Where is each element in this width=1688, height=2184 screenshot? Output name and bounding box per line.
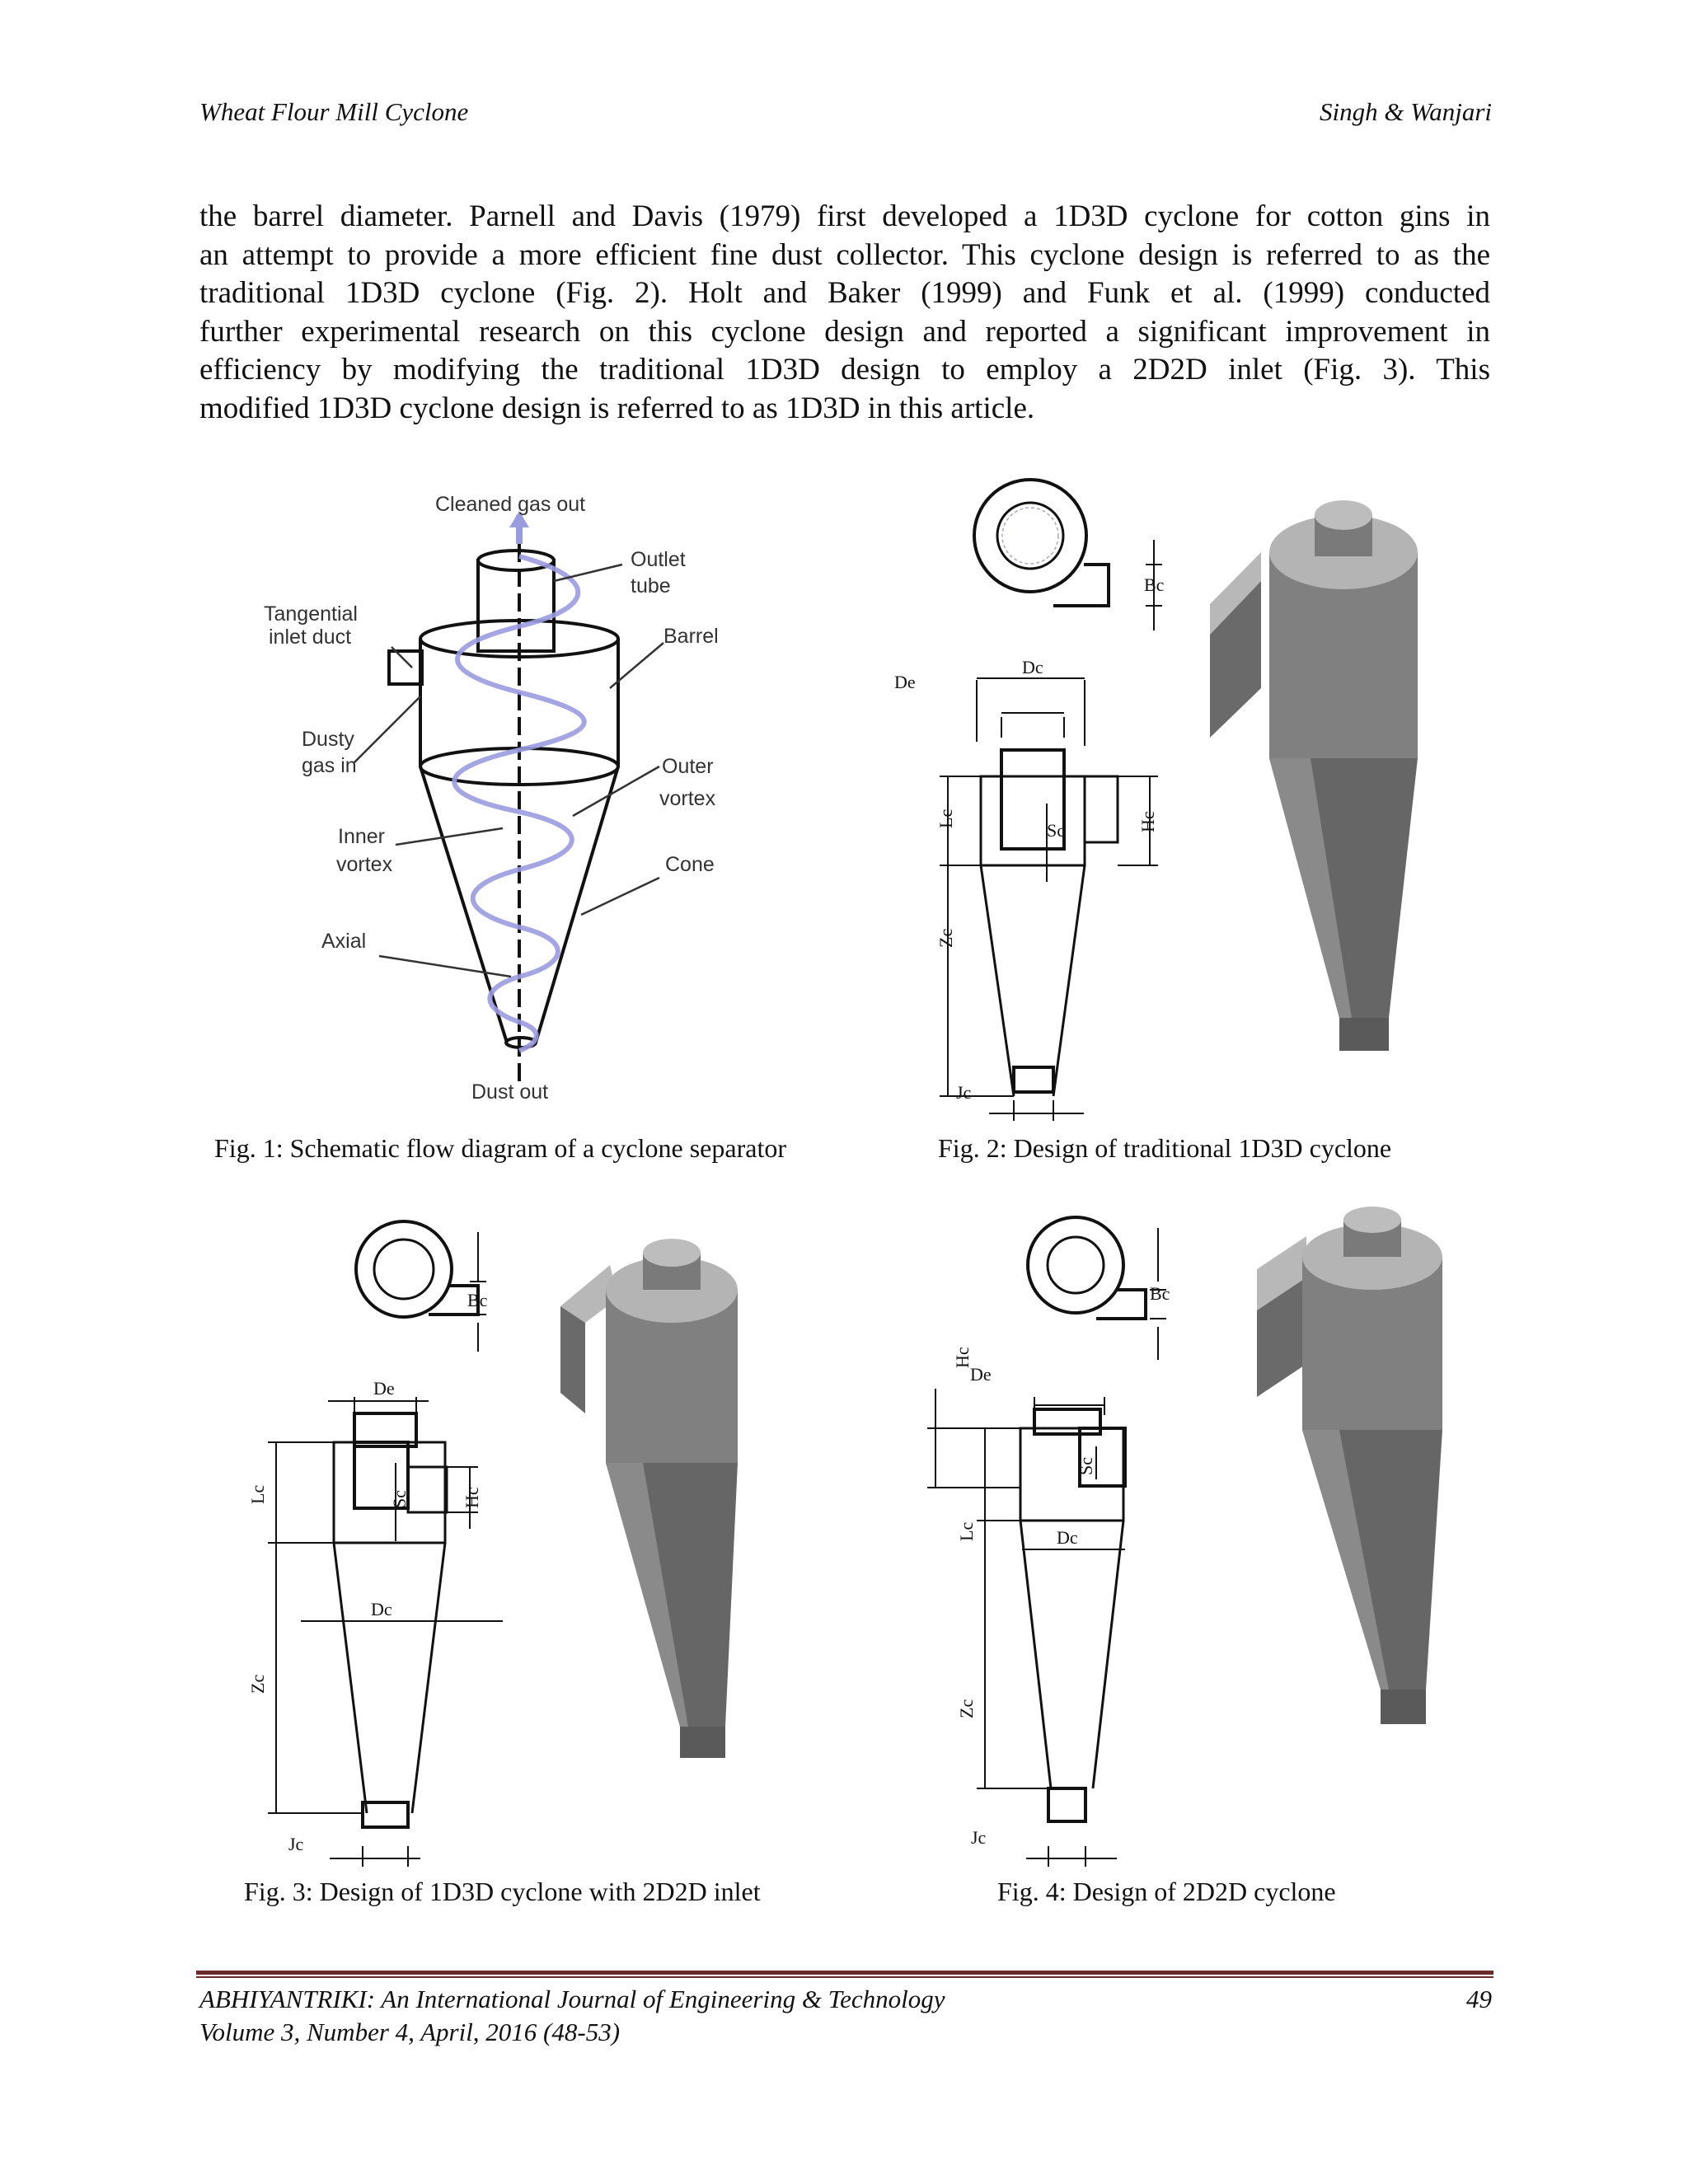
label-cone: Cone (665, 853, 715, 876)
running-header-title: Wheat Flour Mill Cyclone (199, 97, 469, 126)
running-header-authors: Singh & Wanjari (1320, 97, 1492, 126)
cyclone-3d-model (1210, 500, 1418, 1051)
dim-de: De (894, 672, 916, 692)
label-dusty: Dusty (302, 728, 354, 751)
dim-jc: Jc (971, 1827, 987, 1848)
dim-de: De (970, 1364, 992, 1385)
label-tangential: Tangential (264, 602, 358, 626)
body-line: an attempt to provide a more efficient fine dust collector. This cyclone design is referred to as the (199, 237, 1490, 272)
label-barrel: Barrel (663, 625, 719, 648)
dim-jc: Jc (288, 1834, 304, 1854)
dim-sc: Sc (1047, 820, 1065, 841)
footer-page-number: 49 (1466, 1985, 1492, 2013)
dim-bc: Bc (1150, 1283, 1170, 1304)
label-vortex: vortex (659, 787, 716, 810)
dim-bc: Bc (467, 1290, 488, 1310)
dim-hc: Hc (1137, 811, 1158, 832)
label-axial: Axial (321, 930, 367, 953)
body-paragraph (199, 198, 1490, 428)
dim-lc: Lc (247, 1484, 268, 1504)
label-cleaned-gas-out: Cleaned gas out (435, 493, 586, 516)
dim-sc: Sc (389, 1490, 410, 1508)
dim-lc: Lc (956, 1521, 977, 1541)
figure-3-caption: Fig. 3: Design of 1D3D cyclone with 2D2D inlet (244, 1877, 761, 1906)
label-outer: Outer (662, 755, 714, 778)
label-dust-out: Dust out (471, 1080, 549, 1104)
body-line: traditional 1D3D cyclone (Fig. 2). Holt and Baker (1999) and Funk et al. (1999) conducted (199, 276, 1490, 310)
cyclone-3d-model (1257, 1207, 1442, 1724)
figure-3-design (231, 1199, 791, 1875)
footer-journal: ABHIYANTRIKI: An International Journal of Engineering & Technology (199, 1985, 945, 2013)
dim-de: De (373, 1378, 395, 1399)
body-line: the barrel diameter. Parnell and Davis (1979) first developed a 1D3D cyclone for cotton gins in (199, 199, 1490, 233)
1d3d-2d2d-inlet-drawing (231, 1199, 791, 1875)
figure-1-schematic (247, 482, 775, 1113)
dim-dc: Dc (1057, 1527, 1078, 1548)
footer-rule (196, 1971, 1493, 1975)
figure-4-design (890, 1199, 1459, 1875)
footer-rule-thin (196, 1976, 1493, 1978)
label-tube: tube (631, 574, 671, 598)
dim-hc: Hc (462, 1487, 482, 1508)
dim-dc: Dc (371, 1599, 392, 1619)
figure-1-caption: Fig. 1: Schematic flow diagram of a cyclone separator (214, 1133, 786, 1163)
body-line: further experimental research on this cyclone design and reported a significant improvement in (199, 314, 1490, 349)
dim-zc: Zc (956, 1699, 977, 1718)
label-outlet: Outlet (631, 548, 686, 571)
body-line: efficiency by modifying the traditional 1D3D design to employ a 2D2D inlet (Fig. 3). This (199, 353, 1490, 387)
cyclone-schematic-diagram (247, 482, 775, 1113)
dim-zc: Zc (935, 928, 956, 948)
body-line: modified 1D3D cyclone design is referred to as 1D3D in this article. (199, 391, 1035, 425)
dim-jc: Jc (956, 1082, 972, 1103)
footer-volume: Volume 3, Number 4, April, 2016 (48-53) (199, 2018, 621, 2046)
dim-dc: Dc (1022, 657, 1043, 677)
label-inner-vortex: vortex (336, 853, 393, 876)
figure-4-caption: Fig. 4: Design of 2D2D cyclone (997, 1877, 1336, 1906)
dim-sc: Sc (1076, 1457, 1096, 1475)
label-gas-in: gas in (302, 754, 357, 777)
dim-hc: Hc (952, 1347, 973, 1368)
2d2d-cyclone-drawing (890, 1199, 1459, 1875)
label-inlet-duct: inlet duct (269, 626, 352, 649)
dim-lc: Lc (935, 808, 956, 828)
figure-2-caption: Fig. 2: Design of traditional 1D3D cyclone (938, 1133, 1392, 1163)
figure-2-design (874, 466, 1451, 1125)
traditional-1d3d-drawing (874, 466, 1451, 1125)
cyclone-3d-model (560, 1239, 738, 1758)
inlet-duct-shape (389, 651, 422, 684)
dim-zc: Zc (247, 1674, 268, 1694)
dim-bc: Bc (1144, 574, 1165, 595)
label-inner: Inner (338, 825, 385, 848)
